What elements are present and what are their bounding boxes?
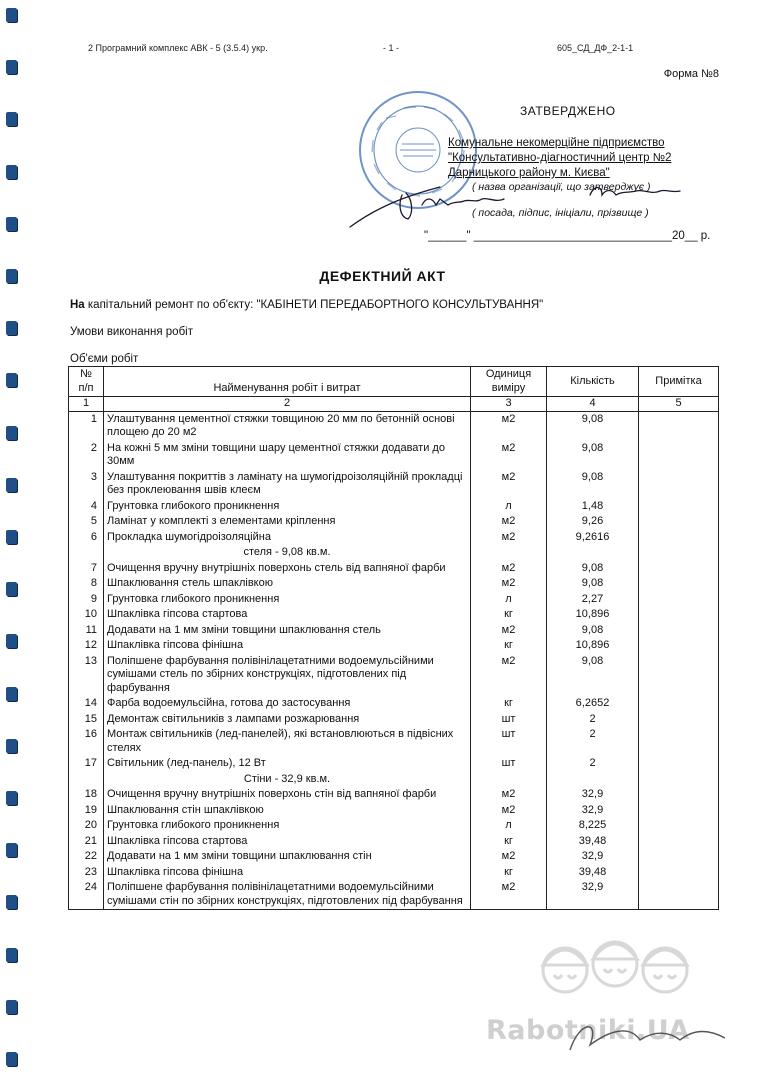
empty-cell [471, 772, 547, 788]
note-cell [639, 834, 719, 850]
row-number: 19 [69, 803, 104, 819]
work-name: Поліпшене фарбування полівінілацетатними водоемульсійними сумішами стін по збірних конструкціях, підготовлених під фарбування [104, 880, 471, 910]
note-cell [639, 499, 719, 515]
unit-cell: л [471, 818, 547, 834]
row-number: 22 [69, 849, 104, 865]
quantity-cell: 32,9 [547, 803, 639, 819]
note-cell [639, 756, 719, 772]
header-note: Примітка [639, 367, 719, 397]
index-cell: 2 [104, 397, 471, 412]
note-cell [639, 696, 719, 712]
row-number: 16 [69, 727, 104, 756]
note-cell [639, 727, 719, 756]
note-cell [639, 576, 719, 592]
note-cell [639, 818, 719, 834]
organization-line-2: "Консультативно-діагностичний центр №2 [448, 152, 672, 164]
binding-clip [6, 373, 17, 387]
unit-cell: м2 [471, 880, 547, 910]
unit-cell: л [471, 592, 547, 608]
program-header: 2 Програмний комплекс АВК - 5 (3.5.4) укр. [88, 43, 268, 53]
watermark-signature [560, 1010, 750, 1060]
unit-cell: м2 [471, 787, 547, 803]
binding-clip [6, 948, 17, 962]
table-row [69, 576, 719, 592]
row-number: 5 [69, 514, 104, 530]
organization-note: ( назва організації, що затверджує ) [472, 181, 651, 193]
index-cell: 3 [471, 397, 547, 412]
unit-cell: кг [471, 865, 547, 881]
table-row [69, 865, 719, 881]
quantity-cell: 32,9 [547, 787, 639, 803]
quantity-cell: 10,896 [547, 607, 639, 623]
empty-cell [69, 545, 104, 561]
quantity-cell: 2 [547, 756, 639, 772]
table-row [69, 411, 719, 441]
work-name: Монтаж світильників (лед-панелей), які встановлюються в підвісних стелях [104, 727, 471, 756]
note-cell [639, 561, 719, 577]
header-name: Найменування робіт і витрат [104, 367, 471, 397]
row-number: 23 [69, 865, 104, 881]
empty-cell [547, 772, 639, 788]
organization-line-3: Дарницького району м. Києва" [448, 167, 610, 179]
note-cell [639, 712, 719, 728]
unit-cell: кг [471, 834, 547, 850]
note-cell [639, 530, 719, 546]
table-row [69, 470, 719, 499]
work-name: Улаштування покриттів з ламінату на шумогідроізоляційній прокладці без проклеювання швів клеєм [104, 470, 471, 499]
table-row [69, 561, 719, 577]
index-cell: 4 [547, 397, 639, 412]
row-number: 10 [69, 607, 104, 623]
quantity-cell: 39,48 [547, 834, 639, 850]
organization-name [448, 136, 671, 181]
quantity-cell: 9,08 [547, 576, 639, 592]
table-row [69, 592, 719, 608]
note-cell [639, 470, 719, 499]
table-row [69, 607, 719, 623]
work-name: Грунтовка глибокого проникнення [104, 818, 471, 834]
table-row [69, 545, 719, 561]
unit-cell: шт [471, 712, 547, 728]
unit-cell: шт [471, 727, 547, 756]
index-cell: 1 [69, 397, 104, 412]
table-row [69, 772, 719, 788]
row-number: 11 [69, 623, 104, 639]
approval-date-line: "______" _______________________________20__ р. [424, 230, 711, 242]
quantity-cell: 6,2652 [547, 696, 639, 712]
unit-cell: м2 [471, 576, 547, 592]
header-quantity: Кількість [547, 367, 639, 397]
note-cell [639, 803, 719, 819]
form-number: Форма №8 [663, 68, 719, 80]
binding-clip [6, 112, 17, 126]
table-row [69, 530, 719, 546]
row-number: 9 [69, 592, 104, 608]
row-number: 3 [69, 470, 104, 499]
row-number: 8 [69, 576, 104, 592]
table-header-row [69, 367, 719, 397]
note-cell [639, 787, 719, 803]
binding-clip [6, 478, 17, 492]
work-name: Світильник (лед-панель), 12 Вт [104, 756, 471, 772]
quantity-cell: 32,9 [547, 849, 639, 865]
binding-clip [6, 165, 17, 179]
table-row [69, 499, 719, 515]
quantity-cell: 2 [547, 727, 639, 756]
quantity-cell: 2,27 [547, 592, 639, 608]
quantity-cell: 2 [547, 712, 639, 728]
note-cell [639, 592, 719, 608]
table-row [69, 756, 719, 772]
unit-cell: м2 [471, 470, 547, 499]
note-cell [639, 411, 719, 441]
unit-cell: м2 [471, 654, 547, 697]
note-cell [639, 849, 719, 865]
quantity-cell: 9,08 [547, 411, 639, 441]
table-row [69, 623, 719, 639]
work-name: Ламінат у комплекті з елементами кріплення [104, 514, 471, 530]
signature-note: ( посада, підпис, ініціали, прізвище ) [472, 207, 649, 219]
table-index-row [69, 397, 719, 412]
binding-clips [0, 0, 22, 1080]
quantity-cell: 39,48 [547, 865, 639, 881]
works-table [68, 366, 719, 910]
unit-cell: м2 [471, 441, 547, 470]
binding-clip [6, 739, 17, 753]
header-unit: Одиниця виміру [471, 367, 547, 397]
repair-prefix: На [70, 299, 85, 311]
empty-cell [547, 545, 639, 561]
quantity-cell: 9,08 [547, 441, 639, 470]
table-row [69, 834, 719, 850]
work-name: Грунтовка глибокого проникнення [104, 499, 471, 515]
work-name: Прокладка шумогідроізоляційна [104, 530, 471, 546]
table-row [69, 712, 719, 728]
quantity-cell: 9,08 [547, 470, 639, 499]
unit-cell: кг [471, 696, 547, 712]
binding-clip [6, 217, 17, 231]
page-number: - 1 - [383, 43, 400, 53]
table-row [69, 787, 719, 803]
work-volumes-label: Об'єми робіт [70, 353, 139, 365]
table-row [69, 514, 719, 530]
note-cell [639, 441, 719, 470]
quantity-cell: 9,08 [547, 623, 639, 639]
binding-clip [6, 895, 17, 909]
work-name: Поліпшене фарбування полівінілацетатними водоемульсійними сумішами стель по збірних конструкціях, підготовлених під фарбування [104, 654, 471, 697]
unit-cell: м2 [471, 411, 547, 441]
row-number: 24 [69, 880, 104, 910]
work-name: Демонтаж світильників з лампами розжарювання [104, 712, 471, 728]
unit-cell: м2 [471, 849, 547, 865]
row-number: 18 [69, 787, 104, 803]
row-number: 13 [69, 654, 104, 697]
work-conditions-label: Умови виконання робіт [70, 326, 193, 338]
note-cell [639, 514, 719, 530]
work-name: Фарба водоемульсійна, готова до застосування [104, 696, 471, 712]
unit-cell: м2 [471, 623, 547, 639]
row-number: 20 [69, 818, 104, 834]
binding-clip [6, 687, 17, 701]
work-name: Очищення вручну внутрішніх поверхонь стін від вапняної фарби [104, 787, 471, 803]
row-number: 4 [69, 499, 104, 515]
index-cell: 5 [639, 397, 719, 412]
row-number: 2 [69, 441, 104, 470]
header-number: № п/п [69, 367, 104, 397]
note-cell [639, 654, 719, 697]
quantity-cell: 9,2616 [547, 530, 639, 546]
empty-cell [639, 545, 719, 561]
document-code: 605_СД_ДФ_2-1-1 [557, 43, 634, 53]
unit-cell: м2 [471, 561, 547, 577]
row-number: 14 [69, 696, 104, 712]
work-name: Додавати на 1 мм зміни товщини шпаклювання стін [104, 849, 471, 865]
repair-object-text: капітальний ремонт по об'єкту: "КАБІНЕТИ ПЕРЕДАБОРТНОГО КОНСУЛЬТУВАННЯ" [84, 299, 544, 311]
binding-clip [6, 530, 17, 544]
binding-clip [6, 791, 17, 805]
row-number: 1 [69, 411, 104, 441]
quantity-cell: 9,08 [547, 561, 639, 577]
note-cell [639, 638, 719, 654]
work-name: Шпаклівка гіпсова стартова [104, 834, 471, 850]
unit-cell: м2 [471, 514, 547, 530]
row-number: 15 [69, 712, 104, 728]
quantity-cell: 9,08 [547, 654, 639, 697]
watermark-text: Rabotniki.UA [486, 1015, 690, 1046]
organization-line-1: Комунальне некомерційне підприємство [448, 137, 665, 149]
row-number: 7 [69, 561, 104, 577]
work-name: Шпаклівка гіпсова фінішна [104, 865, 471, 881]
note-cell [639, 865, 719, 881]
quantity-cell: 8,225 [547, 818, 639, 834]
unit-cell: шт [471, 756, 547, 772]
table-row [69, 696, 719, 712]
work-name: Очищення вручну внутрішніх поверхонь стель від вапняної фарби [104, 561, 471, 577]
work-name: На кожні 5 мм зміни товщини шару цементної стяжки додавати до 30мм [104, 441, 471, 470]
table-row [69, 654, 719, 697]
note-cell [639, 623, 719, 639]
unit-cell: кг [471, 638, 547, 654]
work-name: Шпаклювання стель шпаклівкою [104, 576, 471, 592]
section-subtitle: Стіни - 32,9 кв.м. [104, 772, 471, 788]
table-row [69, 727, 719, 756]
binding-clip [6, 634, 17, 648]
unit-cell: л [471, 499, 547, 515]
row-number: 6 [69, 530, 104, 546]
quantity-cell: 1,48 [547, 499, 639, 515]
table-row [69, 441, 719, 470]
quantity-cell: 10,896 [547, 638, 639, 654]
table-row [69, 818, 719, 834]
row-number: 17 [69, 756, 104, 772]
note-cell [639, 880, 719, 910]
table-row [69, 638, 719, 654]
work-name: Додавати на 1 мм зміни товщини шпаклювання стель [104, 623, 471, 639]
binding-clip [6, 843, 17, 857]
binding-clip [6, 60, 17, 74]
document-title: ДЕФЕКТНИЙ АКТ [319, 268, 446, 284]
quantity-cell: 32,9 [547, 880, 639, 910]
unit-cell: м2 [471, 530, 547, 546]
section-subtitle: стеля - 9,08 кв.м. [104, 545, 471, 561]
empty-cell [639, 772, 719, 788]
unit-cell: кг [471, 607, 547, 623]
binding-clip [6, 582, 17, 596]
work-name: Шпаклівка гіпсова стартова [104, 607, 471, 623]
work-name: Грунтовка глибокого проникнення [104, 592, 471, 608]
binding-clip [6, 321, 17, 335]
binding-clip [6, 1052, 17, 1066]
binding-clip [6, 426, 17, 440]
row-number: 21 [69, 834, 104, 850]
repair-object-line [70, 299, 543, 311]
unit-cell: м2 [471, 803, 547, 819]
quantity-cell: 9,26 [547, 514, 639, 530]
work-name: Улаштування цементної стяжки товщиною 20 мм по бетонній основі площею до 20 м2 [104, 411, 471, 441]
table-row [69, 803, 719, 819]
row-number: 12 [69, 638, 104, 654]
table-row [69, 880, 719, 910]
note-cell [639, 607, 719, 623]
work-name: Шпаклівка гіпсова фінішна [104, 638, 471, 654]
empty-cell [471, 545, 547, 561]
binding-clip [6, 8, 17, 22]
empty-cell [69, 772, 104, 788]
table-row [69, 849, 719, 865]
work-name: Шпаклювання стін шпаклівкою [104, 803, 471, 819]
approval-title: ЗАТВЕРДЖЕНО [520, 104, 616, 118]
binding-clip [6, 1000, 17, 1014]
